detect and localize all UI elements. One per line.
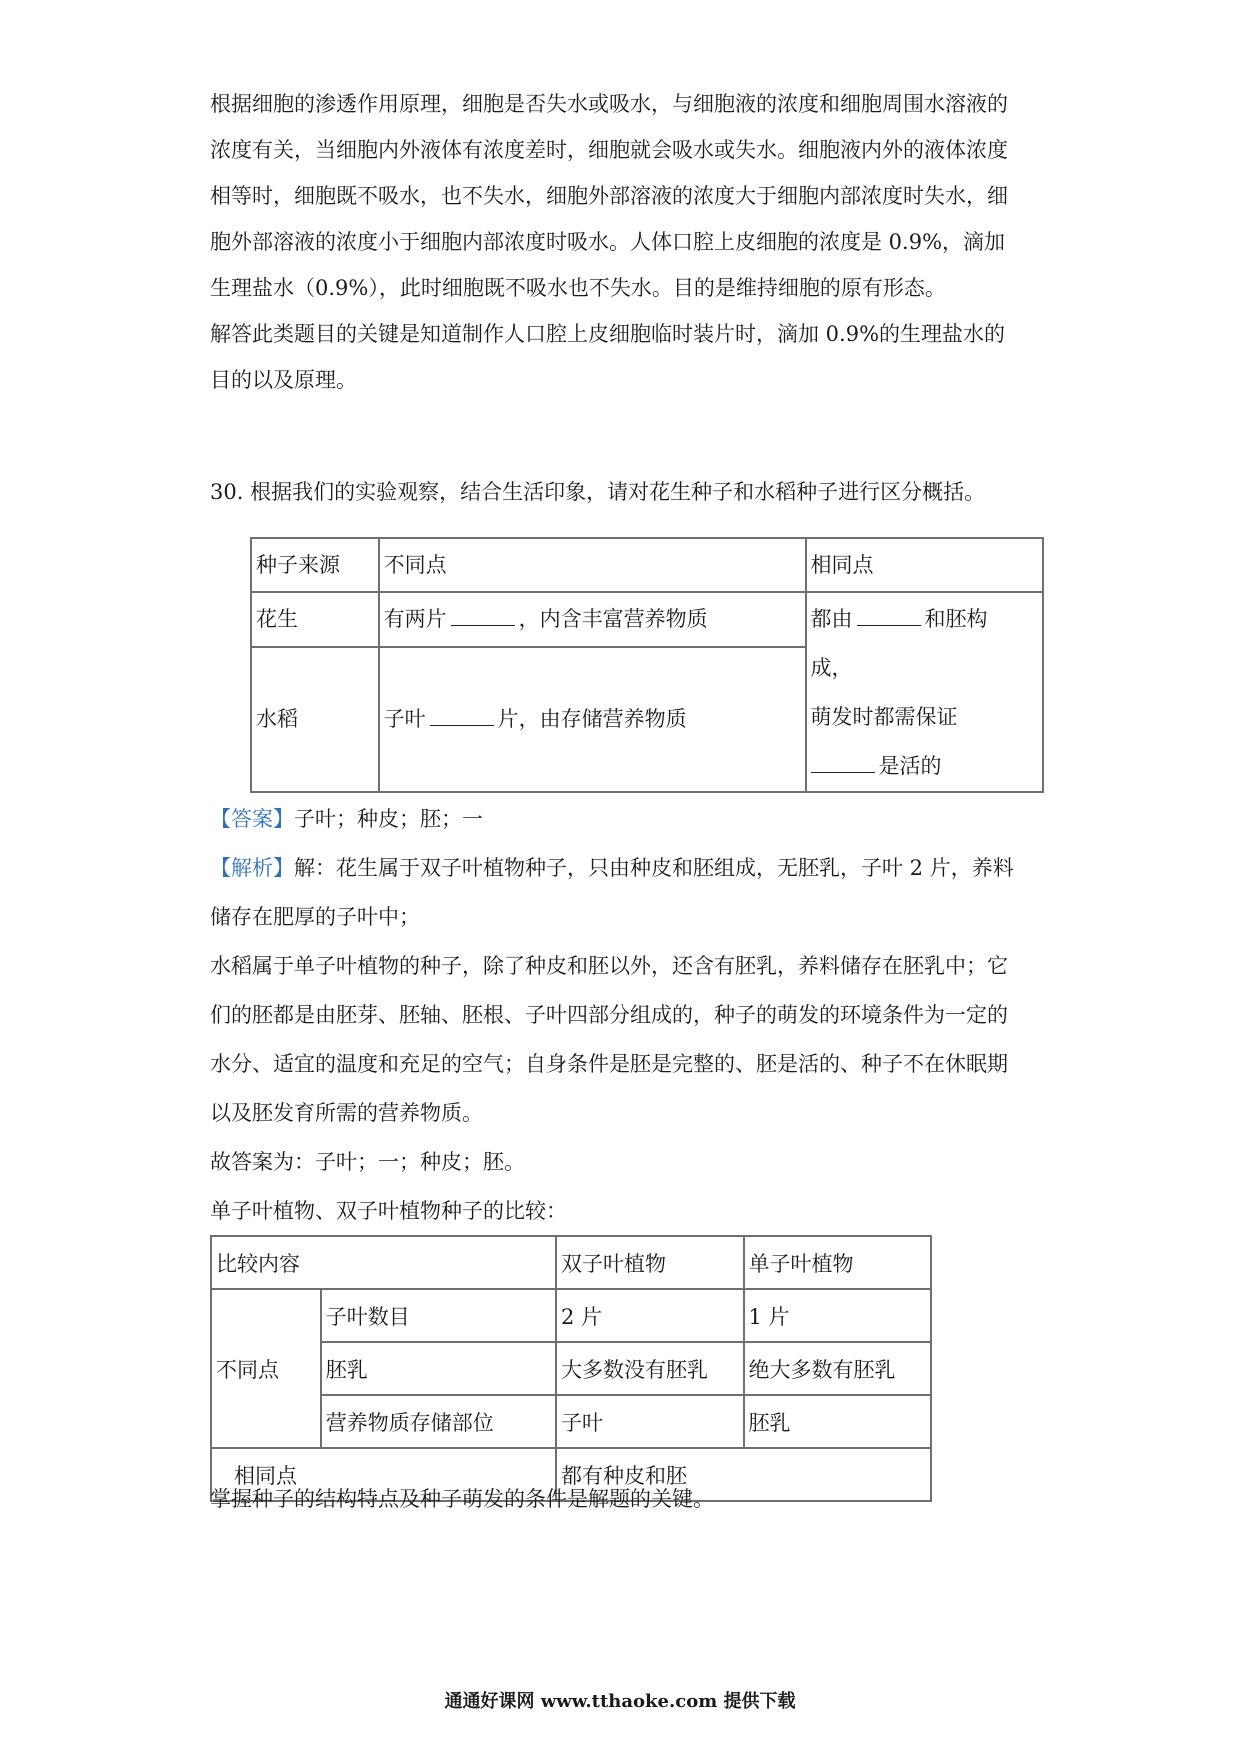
analysis-line-6: 以及胚发育所需的营养物质。 bbox=[210, 1101, 483, 1125]
header-similarities: 相同点 bbox=[806, 538, 1043, 592]
analysis-line-4: 们的胚都是由胚芽、胚轴、胚根、子叶四部分组成的，种子的萌发的环境条件为一定的 bbox=[210, 1003, 1008, 1027]
answer-line bbox=[210, 795, 1050, 844]
page-footer: 通通好课网 www.tthaoke.com 提供下载 bbox=[444, 1691, 796, 1712]
analysis-line-1: 【解析】解：花生属于双子叶植物种子，只由种皮和胚组成，无胚乳，子叶 2 片，养料 bbox=[210, 856, 1014, 880]
header-differences: 不同点 bbox=[379, 538, 806, 592]
conclusion: 掌握种子的结构特点及种子萌发的条件是解题的关键。 bbox=[210, 1487, 714, 1511]
table-row: 营养物质存储部位 子叶 胚乳 bbox=[211, 1395, 931, 1448]
answer-blank bbox=[430, 705, 494, 726]
analysis-line-7: 故答案为：子叶；一；种皮；胚。 bbox=[210, 1150, 525, 1174]
intro-line-4: 胞外部溶液的浓度小于细胞内部浓度时吸水。人体口腔上皮细胞的浓度是 0.9%，滴加 bbox=[210, 230, 1006, 254]
compare-header-dicot: 双子叶植物 bbox=[556, 1236, 743, 1289]
rice-difference: 子叶 片，由存储营养物质 bbox=[379, 647, 806, 792]
similarities-cell: 都由 和胚构 成， 萌发时都需保证 是活的 bbox=[806, 592, 1043, 792]
monocot-dicot-comparison-table bbox=[210, 1235, 932, 1502]
intro-line-6: 解答此类题目的关键是知道制作人口腔上皮细胞临时装片时，滴加 0.9%的生理盐水的 bbox=[210, 322, 1006, 346]
answer-text: 子叶；种皮；胚；一 bbox=[294, 807, 483, 831]
analysis-line-8: 单子叶植物、双子叶植物种子的比较： bbox=[210, 1199, 567, 1223]
peanut-label: 花生 bbox=[251, 592, 379, 647]
seed-comparison-question-table bbox=[250, 537, 1044, 793]
table-row: 不同点 子叶数目 2 片 1 片 bbox=[211, 1289, 931, 1342]
rice-label: 水稻 bbox=[251, 647, 379, 792]
diff-label: 不同点 bbox=[211, 1289, 321, 1448]
compare-header-content: 比较内容 bbox=[211, 1236, 556, 1289]
intro-line-3: 相等时，细胞既不吸水，也不失水，细胞外部溶液的浓度大于细胞内部浓度时失水，细 bbox=[210, 184, 1008, 208]
peanut-difference: 有两片 ，内含丰富营养物质 bbox=[379, 592, 806, 647]
answer-blank bbox=[451, 605, 515, 626]
question-text: 30. 根据我们的实验观察，结合生活印象，请对花生种子和水稻种子进行区分概括。 bbox=[210, 480, 986, 504]
analysis-line-5: 水分、适宜的温度和充足的空气；自身条件是胚是完整的、胚是活的、种子不在休眠期 bbox=[210, 1052, 1008, 1076]
header-seed-source: 种子来源 bbox=[251, 538, 379, 592]
answer-blank bbox=[857, 605, 921, 626]
answer-blank bbox=[811, 752, 875, 773]
answer-tag: 【答案】 bbox=[210, 807, 294, 831]
analysis-tag: 【解析】 bbox=[210, 856, 294, 880]
intro-line-1: 根据细胞的渗透作用原理，细胞是否失水或吸水，与细胞液的浓度和细胞周围水溶液的 bbox=[210, 92, 1008, 116]
same-label: 相同点 bbox=[211, 1448, 556, 1501]
table-row: 胚乳 大多数没有胚乳 绝大多数有胚乳 bbox=[211, 1342, 931, 1395]
intro-line-2: 浓度有关，当细胞内外液体有浓度差时，细胞就会吸水或失水。细胞液内外的液体浓度 bbox=[210, 138, 1008, 162]
analysis-line-3: 水稻属于单子叶植物的种子，除了种皮和胚以外，还含有胚乳，养料储存在胚乳中；它 bbox=[210, 954, 1008, 978]
intro-line-7: 目的以及原理。 bbox=[210, 368, 357, 392]
same-value: 都有种皮和胚 bbox=[556, 1448, 931, 1501]
analysis-line-2: 储存在肥厚的子叶中； bbox=[210, 905, 420, 929]
compare-header-monocot: 单子叶植物 bbox=[744, 1236, 931, 1289]
intro-line-5: 生理盐水（0.9%），此时细胞既不吸水也不失水。目的是维持细胞的原有形态。 bbox=[210, 276, 946, 300]
